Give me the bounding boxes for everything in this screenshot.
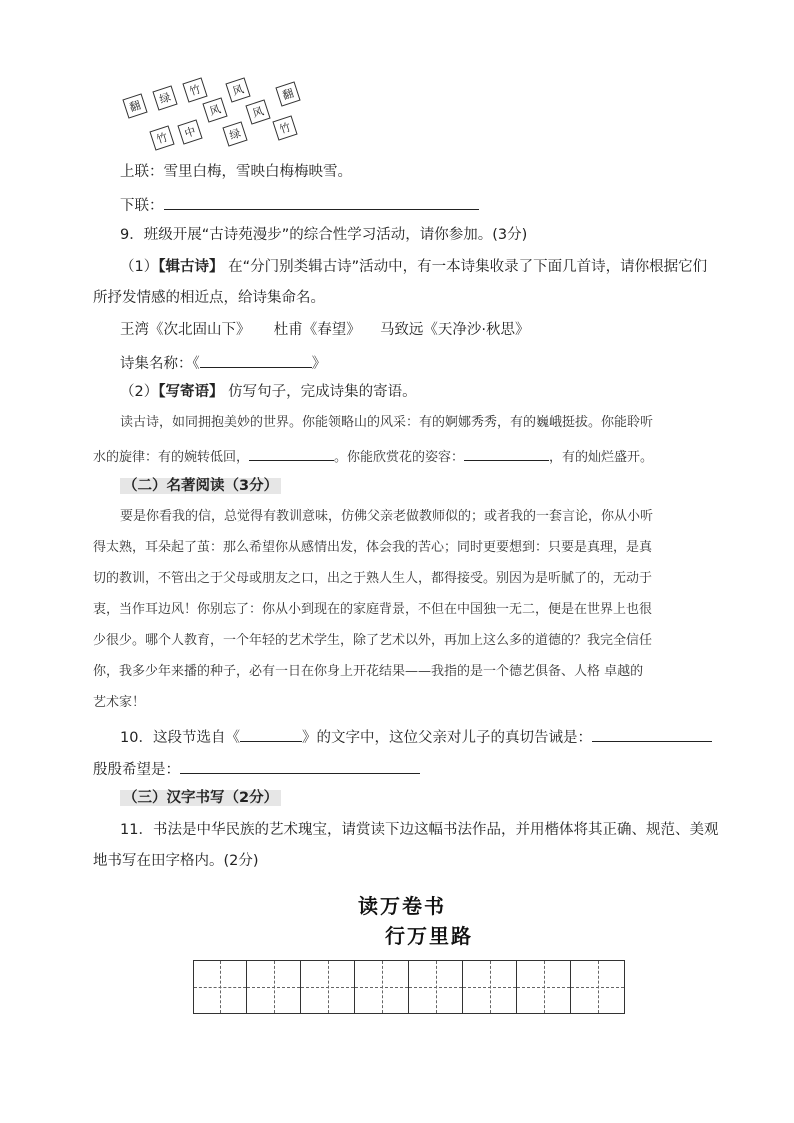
q10-line1 bbox=[120, 726, 712, 748]
tile: 绿 bbox=[152, 85, 177, 110]
grid-cell[interactable] bbox=[193, 960, 247, 1014]
calligraphy-line-1: 读万卷书 bbox=[358, 894, 446, 918]
tile: 翻 bbox=[122, 93, 147, 118]
section-2-heading bbox=[120, 476, 281, 496]
message-text-b: 。你能欣赏花的姿容： bbox=[334, 450, 465, 465]
tianzige-grid bbox=[193, 960, 625, 1014]
message-blank-1[interactable] bbox=[249, 445, 334, 461]
q9-part1-tag: 【辑古诗】 bbox=[158, 259, 224, 275]
poem-3: 马致远《天净沙·秋思》 bbox=[379, 322, 530, 338]
section-2-tag: （二）名著阅读（3分） bbox=[120, 478, 281, 494]
couplet-lower-blank[interactable] bbox=[164, 194, 479, 210]
message-text-c: ，有的灿烂盛开。 bbox=[549, 450, 654, 465]
tile: 风 bbox=[225, 77, 250, 102]
q9-part1-prefix: （1） bbox=[120, 259, 159, 275]
tile: 翻 bbox=[275, 81, 300, 106]
q10-text-a: 10．这段节选自《 bbox=[120, 730, 240, 746]
q10-book-blank[interactable] bbox=[240, 726, 302, 742]
grid-cell[interactable] bbox=[517, 960, 571, 1014]
message-text-a: 水的旋律：有的婉转低回， bbox=[93, 450, 250, 465]
tile: 竹 bbox=[149, 125, 174, 150]
q9-collection-name bbox=[120, 352, 326, 374]
message-blank-2[interactable] bbox=[464, 445, 549, 461]
tile: 风 bbox=[202, 97, 227, 122]
tile: 风 bbox=[245, 99, 270, 124]
q9-part1-text: 在“分门别类辑古诗”活动中，有一本诗集收录了下面几首诗，请你根据它们 bbox=[228, 259, 708, 275]
poem-1: 王湾《次北固山下》 bbox=[120, 322, 251, 338]
collection-name-label: 诗集名称：《 bbox=[120, 356, 200, 372]
q10-text-b: 》的文字中，这位父亲对儿子的真切告诫是： bbox=[301, 730, 592, 746]
passage-line: 艺术家！ bbox=[93, 695, 146, 710]
q10-line2 bbox=[93, 758, 420, 780]
tile: 竹 bbox=[182, 77, 207, 102]
q9-part2-prefix: （2） bbox=[120, 384, 159, 400]
poem-2: 杜甫《春望》 bbox=[273, 322, 361, 338]
q9-part2-text: 仿写句子，完成诗集的寄语。 bbox=[228, 384, 417, 400]
passage-line: 少很少。哪个人教育，一个年轻的艺术学生，除了艺术以外，再加上这么多的道德的？我完全信任 bbox=[93, 633, 653, 648]
q9-stem: 9．班级开展“古诗苑漫步”的综合性学习活动，请你参加。(3分) bbox=[120, 227, 528, 243]
grid-cell[interactable] bbox=[301, 960, 355, 1014]
calligraphy-line-2: 行万里路 bbox=[385, 924, 473, 948]
grid-cell[interactable] bbox=[571, 960, 625, 1014]
q10-advice-blank[interactable] bbox=[592, 726, 712, 742]
passage-line: 你，我多少年来播的种子，必有一日在你身上开花结果——我指的是一个德艺俱备、人格 卓越的 bbox=[93, 664, 644, 679]
section-3-tag: （三）汉字书写（2分） bbox=[120, 790, 281, 806]
passage-line: 得太熟，耳朵起了茧：那么希望你从感情出发，体会我的苦心；同时更要想到：只要是真理，是真 bbox=[93, 540, 653, 555]
couplet-upper: 上联：雪里白梅，雪映白梅梅映雪。 bbox=[120, 164, 352, 180]
q10-hope-blank[interactable] bbox=[180, 758, 420, 774]
q9-message-line2 bbox=[93, 445, 653, 468]
grid-cell[interactable] bbox=[247, 960, 301, 1014]
couplet-lower-label: 下联： bbox=[120, 198, 164, 214]
grid-cell[interactable] bbox=[463, 960, 517, 1014]
q11-line2: 地书写在田字格内。(2分) bbox=[93, 853, 259, 869]
q9-message-line1: 读古诗，如同拥抱美妙的世界。你能领略山的风采：有的婀娜秀秀，有的巍峨挺拔。你能聆听 bbox=[120, 415, 654, 430]
passage-line: 要是你看我的信，总觉得有教训意味，仿佛父亲老做教师似的；或者我的一套言论，你从小听 bbox=[120, 509, 654, 524]
q9-part2-tag: 【写寄语】 bbox=[158, 384, 224, 400]
passage-line: 切的教训，不管出之于父母或朋友之口，出之于熟人生人，都得接受。别因为是听腻了的，无动于 bbox=[93, 571, 653, 586]
q9-part1-line2: 所抒发情感的相近点，给诗集命名。 bbox=[93, 290, 325, 306]
q9-poems bbox=[120, 320, 530, 340]
collection-name-blank[interactable] bbox=[200, 352, 312, 368]
q9-part2 bbox=[120, 382, 417, 402]
q10-text-c: 殷殷希望是： bbox=[93, 762, 180, 778]
grid-cell[interactable] bbox=[409, 960, 463, 1014]
couplet-lower bbox=[120, 194, 479, 216]
collection-name-close: 》 bbox=[311, 356, 327, 372]
passage-line: 衷，当作耳边风！你别忘了：你从小到现在的家庭背景，不但在中国独一无二，便是在世界上也很 bbox=[93, 602, 653, 617]
section-3-heading bbox=[120, 788, 281, 808]
grid-cell[interactable] bbox=[355, 960, 409, 1014]
q11-line1: 11．书法是中华民族的艺术瑰宝，请赏读下边这幅书法作品，并用楷体将其正确、规范、美观 bbox=[120, 822, 719, 838]
q9-part1-line1 bbox=[120, 257, 707, 277]
tile: 绿 bbox=[222, 121, 247, 146]
tile: 竹 bbox=[272, 115, 297, 140]
tile: 中 bbox=[177, 119, 202, 144]
